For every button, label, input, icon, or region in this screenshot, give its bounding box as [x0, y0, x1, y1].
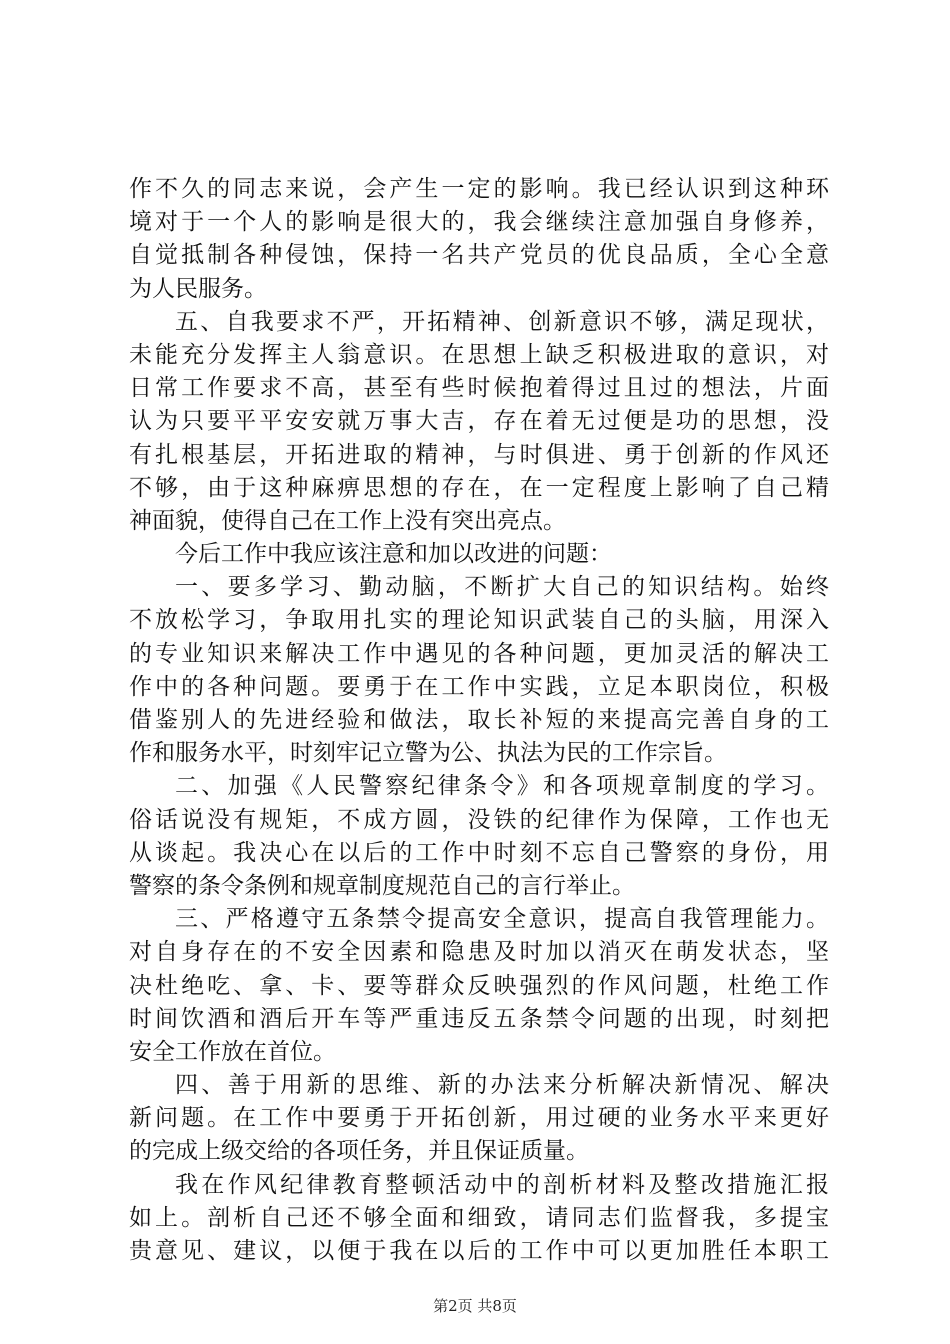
text-line: 安全工作放在首位。 [129, 1038, 336, 1065]
text-line: 对自身存在的不安全因素和隐患及时加以消灭在萌发状态，坚 [129, 939, 829, 966]
text-line: 自觉抵制各种侵蚀，保持一名共产党员的优良品质，全心全意 [129, 242, 829, 269]
text-line: 二、加强《人民警察纪律条令》和各项规章制度的学习。 [175, 773, 829, 800]
text-line: 五、自我要求不严，开拓精神、创新意识不够，满足现状， [175, 308, 829, 335]
text-line: 不够，由于这种麻痹思想的存在，在一定程度上影响了自己精 [129, 474, 829, 501]
text-line: 决杜绝吃、拿、卡、要等群众反映强烈的作风问题，杜绝工作 [129, 972, 829, 999]
text-line: 的专业知识来解决工作中遇见的各种问题，更加灵活的解决工 [129, 640, 829, 667]
text-line: 俗话说没有规矩，不成方圆，没铁的纪律作为保障，工作也无 [129, 806, 829, 833]
text-line: 认为只要平平安安就万事大吉，存在着无过便是功的思想，没 [129, 408, 829, 435]
text-line: 四、善于用新的思维、新的办法来分析解决新情况、解决 [175, 1072, 829, 1099]
text-line: 作不久的同志来说，会产生一定的影响。我已经认识到这种环 [129, 176, 829, 202]
text-line: 一、要多学习、勤动脑，不断扩大自己的知识结构。始终 [175, 574, 829, 601]
text-line: 有扎根基层，开拓进取的精神，与时俱进、勇于创新的作风还 [129, 441, 829, 468]
text-line: 从谈起。我决心在以后的工作中时刻不忘自己警察的身份，用 [129, 839, 829, 866]
document-body [129, 173, 829, 1268]
text-line: 新问题。在工作中要勇于开拓创新，用过硬的业务水平来更好 [129, 1105, 829, 1132]
text-line: 我在作风纪律教育整顿活动中的剖析材料及整改措施汇报 [175, 1171, 829, 1198]
text-line: 未能充分发挥主人翁意识。在思想上缺乏积极进取的意识，对 [129, 341, 829, 368]
text-line: 日常工作要求不高，甚至有些时候抱着得过且过的想法，片面 [129, 375, 829, 402]
text-line: 贵意见、建议，以便于我在以后的工作中可以更加胜任本职工 [129, 1238, 829, 1264]
text-line: 境对于一个人的影响是很大的，我会继续注意加强自身修养， [129, 209, 829, 236]
text-line: 作和服务水平，时刻牢记立警为公、执法为民的工作宗旨。 [129, 740, 727, 767]
text-line: 神面貌，使得自己在工作上没有突出亮点。 [129, 507, 566, 534]
text-line: 如上。剖析自己还不够全面和细致，请同志们监督我，多提宝 [129, 1204, 829, 1231]
page-footer: 第2页 共8页 [433, 1297, 517, 1315]
text-line: 为人民服务。 [129, 275, 267, 302]
text-line: 今后工作中我应该注意和加以改进的问题： [175, 541, 612, 568]
text-line: 不放松学习，争取用扎实的理论知识武装自己的头脑，用深入 [129, 607, 829, 634]
text-line: 时间饮酒和酒后开车等严重违反五条禁令问题的出现，时刻把 [129, 1005, 829, 1032]
text-line: 三、严格遵守五条禁令提高安全意识，提高自我管理能力。 [175, 906, 829, 933]
text-line: 借鉴别人的先进经验和做法，取长补短的来提高完善自身的工 [129, 707, 829, 733]
text-line: 作中的各种问题。要勇于在工作中实践，立足本职岗位，积极 [129, 673, 829, 700]
text-line: 警察的条令条例和规章制度规范自己的言行举止。 [129, 872, 635, 899]
text-line: 的完成上级交给的各项任务，并且保证质量。 [129, 1138, 589, 1165]
